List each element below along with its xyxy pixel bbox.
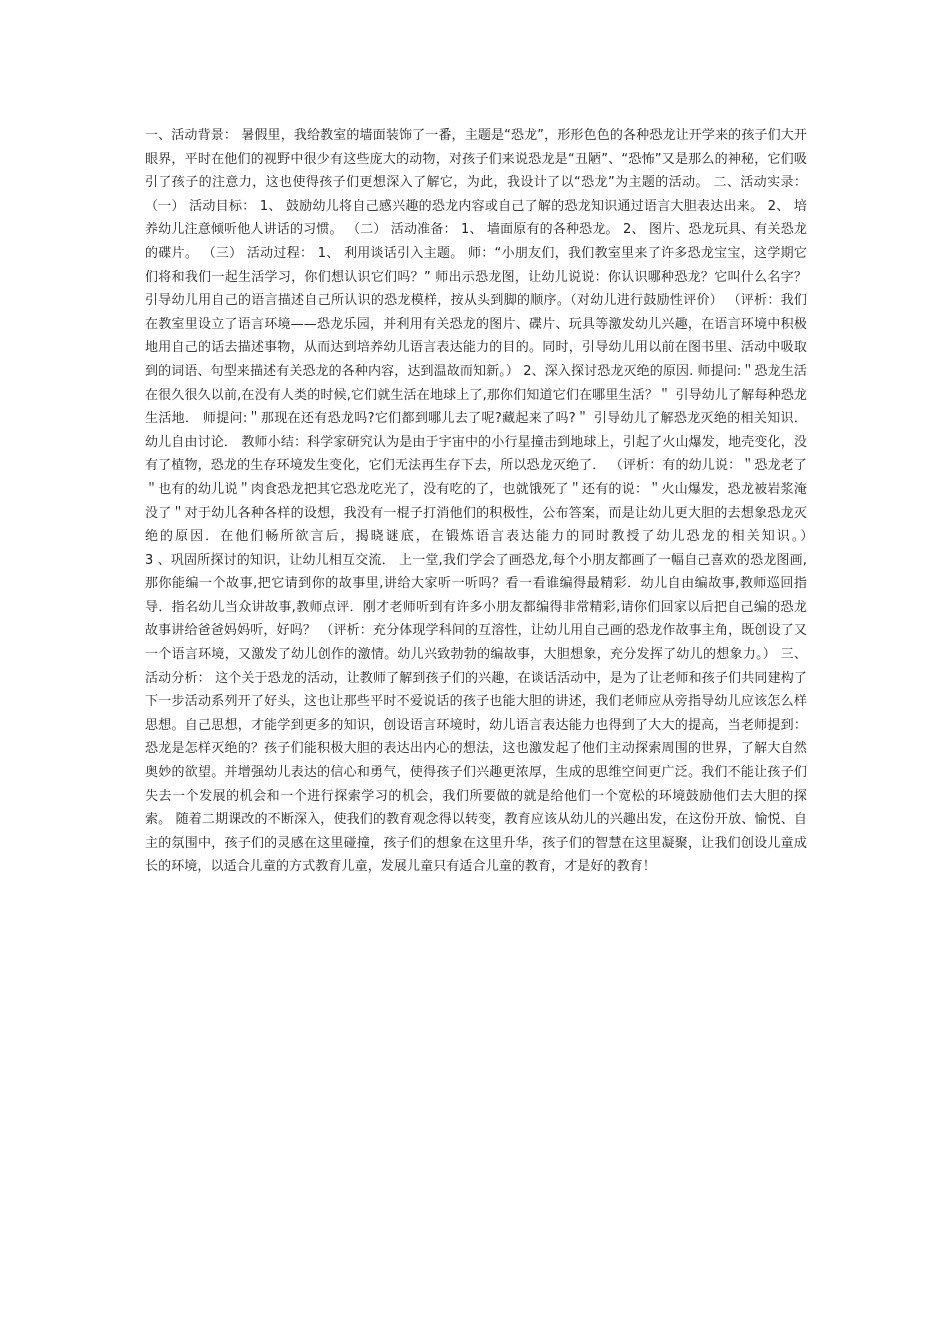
document-body — [145, 124, 925, 879]
body-paragraph: 一、活动背景： 暑假里，我给教室的墙面装饰了一番，主题是“恐龙”，形形色色的各种恐龙让开学来的孩子们大开眼界，平时在他们的视野中很少有这些庞大的动物，对孩子们来说恐龙是“丑陋”、“恐怖”又是那么的神秘，它们吸引了孩子的注意力，这也使得孩子们更想深入了解它，为此，我设计了以“恐龙”为主题的活动。 二、活动实录： （一） 活动目标： 1、 鼓励幼儿将自己感兴趣的恐龙内容或自己了解的恐龙知识通过语言大胆表达出来。 2、 培养幼儿注意倾听他人讲话的习惯。 （二） 活动准备： 1、 墙面原有的各种恐龙。 2、 图片、恐龙玩具、有关恐龙的碟片。 （三） 活动过程： 1、 利用谈话引入主题。 师：“小朋友们，我们教室里来了许多恐龙宝宝，这学期它们将和我们一起生活学习，你们想认识它们吗？” 师出示恐龙图，让幼儿说说：你认识哪种恐龙？它叫什么名字？ 引导幼儿用自己的语言描述自己所认识的恐龙模样，按从头到脚的顺序。（对幼儿进行鼓励性评价） （评析：我们在教室里设立了语言环境——恐龙乐园，并利用有关恐龙的图片、碟片、玩具等激发幼儿兴趣，在语言环境中积极地用自己的话去描述事物，从而达到培养幼儿语言表达能力的目的。同时，引导幼儿用以前在图书里、活动中吸取到的词语、句型来描述有关恐龙的各种内容，达到温故而知新。） 2、深入探讨恐龙灭绝的原因. 师提问:＂恐龙生活在很久很久以前,在没有人类的时候,它们就生活在地球上了,那你们知道它们在哪里生活？＂ 引导幼儿了解每种恐龙生活地． 师提问:＂那现在还有恐龙吗?它们都到哪儿去了呢?藏起来了吗?＂ 引导幼儿了解恐龙灭绝的相关知识．幼儿自由讨论． 教师小结：科学家研究认为是由于宇宙中的小行星撞击到地球上，引起了火山爆发，地壳变化，没有了植物，恐龙的生存环境发生变化，它们无法再生存下去，所以恐龙灭绝了． （评析：有的幼儿说：＂恐龙老了＂也有的幼儿说＂肉食恐龙把其它恐龙吃光了，没有吃的了，也就饿死了＂还有的说：＂火山爆发，恐龙被岩浆淹没了＂对于幼儿各种各样的设想，我没有一棍子打消他们的积极性，公布答案，而是让幼儿更大胆的去想象恐龙灭绝的原因．在他们畅所欲言后，揭晓谜底，在锻炼语言表达能力的同时教授了幼儿恐龙的相关知识。） 3 、巩固所探讨的知识，让幼儿相互交流． 上一堂,我们学会了画恐龙,每个小朋友都画了一幅自己喜欢的恐龙图画,那你能编一个故事,把它请到你的故事里,讲给大家听一听吗？看一看谁编得最精彩．幼儿自由编故事,教师巡回指导．指名幼儿当众讲故事,教师点评．刚才老师听到有许多小朋友都编得非常精彩,请你们回家以后把自己编的恐龙故事讲给爸爸妈妈听，好吗？ （评析：充分体现学科间的互溶性，让幼儿用自己画的恐龙作故事主角，既创设了又一个语言环境，又激发了幼儿创作的激情。幼儿兴致勃勃的编故事，大胆想象，充分发挥了幼儿的想象力。） 三、活动分析： 这个关于恐龙的活动，让教师了解到孩子们的兴趣，在谈话活动中，是为了让老师和孩子们共同建构了下一步活动系列开了好头，这也让那些平时不爱说话的孩子也能大胆的讲述，我们老师应从旁指导幼儿应该怎么样思想。自己思想，才能学到更多的知识，创设语言环境时，幼儿语言表达能力也得到了大大的提高，当老师提到：恐龙是怎样灭绝的？孩子们能积极大胆的表达出内心的想法，这也激发起了他们主动探索周围的世界，了解大自然奥妙的欲望。并增强幼儿表达的信心和勇气，使得孩子们兴趣更浓厚，生成的思维空间更广泛。我们不能让孩子们失去一个发展的机会和一个进行探索学习的机会，我们所要做的就是给他们一个宽松的环境鼓励他们去大胆的探索。 随着二期课改的不断深入，使我们的教育观念得以转变，教育应该从幼儿的兴趣出发，在这份开放、愉悦、自主的氛围中，孩子们的灵感在这里碰撞，孩子们的想象在这里升华，孩子们的智慧在这里凝聚，让我们创设儿童成长的环境，以适合儿童的方式教育儿童，发展儿童只有适合儿童的教育，才是好的教育！ — [145, 128, 925, 875]
